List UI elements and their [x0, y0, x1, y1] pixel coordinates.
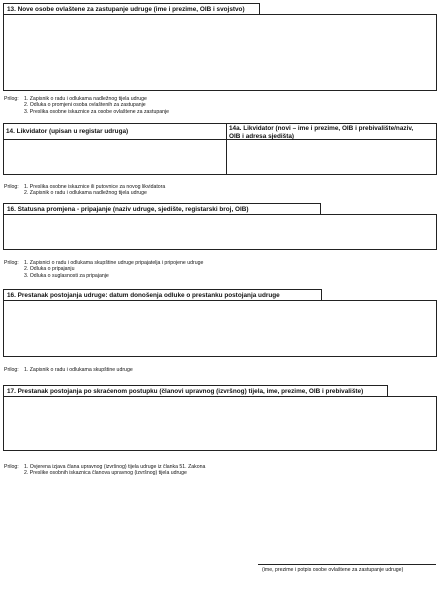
prilog-label: Prilog: — [4, 260, 19, 266]
section-14a-title-line2: OIB i adresa sjedišta) — [229, 132, 294, 140]
prilog-label: Prilog: — [4, 96, 19, 102]
prilog-item: 3. Preslika osobne iskaznice za osobe ovlaštene za zastupanje — [24, 108, 170, 115]
prilog-item: 1. Zapisnik o radu i odlukama nadležnog tijela udruge — [24, 96, 147, 102]
prilog-item: 2. Odluka o pripajanju — [24, 266, 75, 273]
prilog-item: 2. Preslike osobnih iskaznica članova upravnog (izvršnog) tijela udruge — [24, 470, 187, 477]
prilog-item: 1. Ovjerena izjava člana upravnog (izvršnog) tijela udruge iz članka 51. Zakona — [24, 464, 206, 470]
section-14-title: 14. Likvidator (upisan u registar udruga) — [6, 128, 129, 135]
signature-caption: (ime, prezime i potpis osobe ovlaštene za zastupanje udruge) — [262, 567, 404, 573]
section-16b-box — [3, 300, 437, 357]
prilog-label: Prilog: — [4, 184, 19, 190]
prilog-item: 2. Odluka o promjeni osoba ovlaštenih za zastupanje — [24, 102, 146, 109]
section-16b-title: 16. Prestanak postojanja udruge: datum donošenja odluke o prestanku postojanja udruge — [3, 289, 322, 301]
prilog-label: Prilog: — [4, 367, 19, 373]
section-16-box — [3, 214, 437, 250]
section-14a-title-line1: 14a. Likvidator (novi – ime i prezime, OIB i prebivalište/naziv, — [229, 125, 414, 132]
prilog-label: Prilog: — [4, 464, 19, 470]
prilog-item: 1. Preslika osobne iskaznice ili putovnice za novog likvidatora — [24, 184, 166, 190]
prilog-item: 1. Zapisnik o radu i odlukama skupštine udruge — [24, 367, 133, 373]
section-14a-title — [229, 125, 413, 140]
signature-line — [258, 564, 436, 565]
prilog-item: 1. Zapisnici o radu i odlukama skupštine udruge pripajatelja i pripojene udruge — [24, 260, 204, 266]
section-17-box — [3, 396, 437, 451]
section-14-divider — [226, 123, 227, 175]
section-16-title: 16. Statusna promjena - pripajanje (naziv udruge, sjedište, registarski broj, OIB) — [3, 203, 321, 215]
section-13-title: 13. Nove osobe ovlaštene za zastupanje udruge (ime i prezime, OIB i svojstvo) — [3, 3, 260, 15]
section-13-box — [3, 14, 437, 91]
prilog-item: 3. Odluka o suglasnosti za pripajanje — [24, 272, 109, 279]
prilog-item: 2. Zapisnik o radu i odlukama nadležnog tijela udruge — [24, 190, 147, 197]
section-17-title: 17. Prestanak postojanja po skraćenom postupku (članovi upravnog (izvršnog) tijela, ime, prezime, OIB i prebivalište) — [3, 385, 388, 397]
